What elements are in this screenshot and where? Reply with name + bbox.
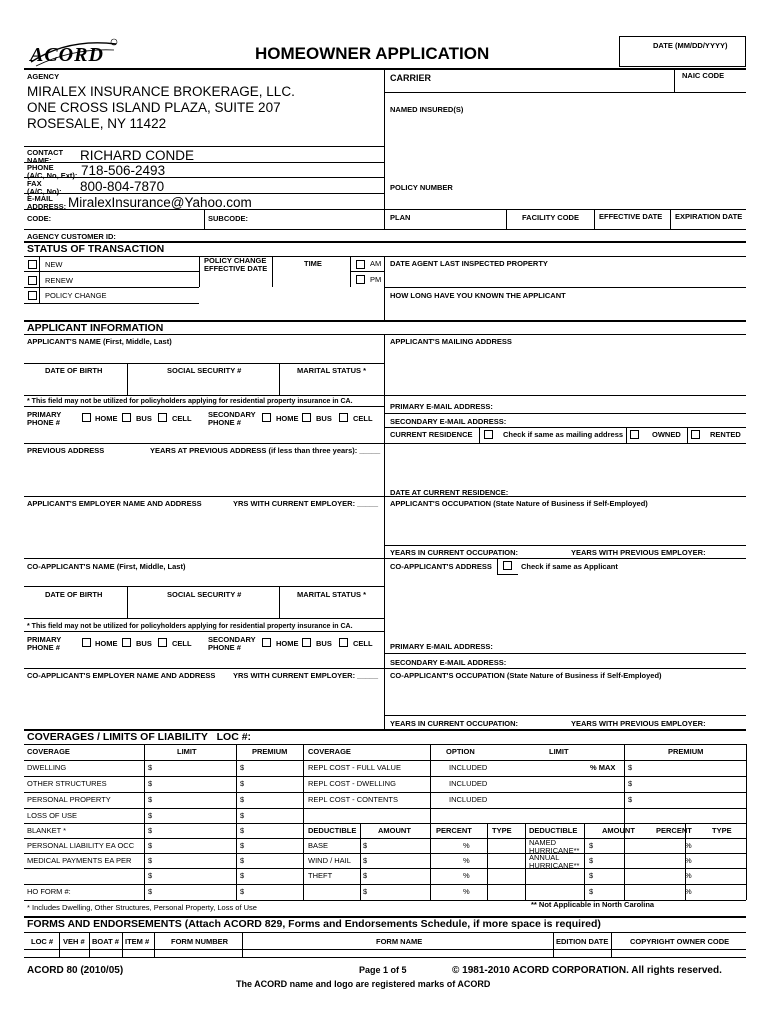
primary-bus-checkbox[interactable] bbox=[122, 413, 131, 422]
hurricane-percent: % bbox=[685, 887, 692, 896]
coapplicant-secondary-email-label: SECONDARY E-MAIL ADDRESS: bbox=[390, 658, 507, 667]
expiration-date-label: EXPIRATION DATE bbox=[675, 212, 743, 221]
years-previous-employer-label: YEARS WITH PREVIOUS EMPLOYER: bbox=[571, 548, 706, 557]
marital-status-label: MARITAL STATUS * bbox=[297, 366, 367, 375]
secondary-bus-checkbox[interactable] bbox=[302, 413, 311, 422]
coapplicant-marital-label: MARITAL STATUS * bbox=[297, 590, 367, 599]
deductible-percent: % bbox=[463, 841, 470, 850]
new-label: NEW bbox=[45, 260, 63, 269]
premium-dollar: $ bbox=[240, 795, 245, 804]
limit-dollar: $ bbox=[148, 887, 153, 896]
coapplicant-same-label: Check if same as Applicant bbox=[521, 562, 618, 571]
date-label: DATE (MM/DD/YYYY) bbox=[653, 41, 728, 50]
hurricane-amount-dollar: $ bbox=[589, 871, 594, 880]
premium-dollar: $ bbox=[240, 811, 245, 820]
ho-form-label: HO FORM #: bbox=[27, 887, 71, 896]
contact-name: RICHARD CONDE bbox=[80, 148, 195, 163]
applicant-mailing-label: APPLICANT'S MAILING ADDRESS bbox=[390, 337, 512, 346]
previous-address-label: PREVIOUS ADDRESS bbox=[27, 446, 105, 455]
primary-cell-checkbox[interactable] bbox=[158, 413, 167, 422]
coverage-row-label: PERSONAL PROPERTY bbox=[27, 795, 111, 804]
known-applicant-label: HOW LONG HAVE YOU KNOWN THE APPLICANT bbox=[390, 291, 566, 300]
named-insured-label: NAMED INSURED(S) bbox=[390, 105, 464, 114]
type-header: TYPE bbox=[492, 826, 512, 835]
right-limit-header: LIMIT bbox=[549, 747, 569, 756]
deductible-amount-dollar: $ bbox=[363, 841, 368, 850]
deductible-row-label: BASE bbox=[308, 841, 329, 850]
forms-section-title: FORMS AND ENDORSEMENTS (Attach ACORD 829, Forms and Endorsements Schedule, if more space is required) bbox=[27, 918, 601, 930]
policy-change-checkbox[interactable] bbox=[28, 291, 37, 300]
option-value: INCLUDED bbox=[449, 779, 488, 788]
right-premium-dollar: $ bbox=[628, 795, 633, 804]
coapplicant-secondary-cell-label: CELL bbox=[353, 639, 373, 648]
phone-label: PHONE (A/C, No, Ext): bbox=[27, 163, 78, 180]
coverages-footnote-1: * Includes Dwelling, Other Structures, Personal Property, Loss of Use bbox=[27, 903, 257, 912]
coapplicant-primary-bus-label: BUS bbox=[136, 639, 152, 648]
primary-home-label: HOME bbox=[95, 414, 118, 423]
coapplicant-secondary-phone-label: SECONDARY PHONE # bbox=[208, 635, 256, 652]
agency-address-2: ROSESALE, NY 11422 bbox=[27, 116, 167, 131]
hurricane-amount-dollar: $ bbox=[589, 856, 594, 865]
primary-email-label: PRIMARY E-MAIL ADDRESS: bbox=[390, 402, 493, 411]
limit-dollar: $ bbox=[148, 779, 153, 788]
applicant-name-label: APPLICANT'S NAME (First, Middle, Last) bbox=[27, 337, 172, 346]
primary-phone-label: PRIMARY PHONE # bbox=[27, 410, 62, 427]
right-premium-header: PREMIUM bbox=[668, 747, 704, 756]
option-header: OPTION bbox=[446, 747, 475, 756]
deductible-amount-dollar: $ bbox=[363, 871, 368, 880]
coverage-row-label: MEDICAL PAYMENTS EA PER bbox=[27, 856, 132, 865]
right-deductible-header: DEDUCTIBLE bbox=[529, 826, 578, 835]
code-label: CODE: bbox=[27, 214, 52, 223]
agency-customer-id-label: AGENCY CUSTOMER ID: bbox=[27, 232, 116, 241]
secondary-phone-label: SECONDARY PHONE # bbox=[208, 410, 256, 427]
coapplicant-ssn-label: SOCIAL SECURITY # bbox=[167, 590, 242, 599]
same-as-mailing-checkbox[interactable] bbox=[484, 430, 493, 439]
coapplicant-secondary-home-label: HOME bbox=[276, 639, 299, 648]
coapplicant-years-occ-label: YEARS IN CURRENT OCCUPATION: bbox=[390, 719, 519, 728]
hurricane-amount-dollar: $ bbox=[589, 887, 594, 896]
secondary-home-checkbox[interactable] bbox=[262, 413, 271, 422]
hurricane-percent: % bbox=[685, 841, 692, 850]
forms-copyright-owner-header: COPYRIGHT OWNER CODE bbox=[630, 937, 730, 946]
date-current-residence-label: DATE AT CURRENT RESIDENCE: bbox=[390, 488, 509, 497]
premium-dollar: $ bbox=[240, 871, 245, 880]
annual-hurricane-label: ANNUAL HURRICANE** bbox=[529, 853, 580, 870]
form-title: HOMEOWNER APPLICATION bbox=[255, 44, 490, 63]
naic-code-label: NAIC CODE bbox=[682, 71, 725, 80]
right-coverage-header: COVERAGE bbox=[308, 747, 351, 756]
years-previous-address-label: YEARS AT PREVIOUS ADDRESS (if less than three years): _____ bbox=[150, 446, 381, 455]
employer-label: APPLICANT'S EMPLOYER NAME AND ADDRESS bbox=[27, 499, 202, 508]
plan-label: PLAN bbox=[390, 213, 411, 222]
agency-name: MIRALEX INSURANCE BROKERAGE, LLC. bbox=[27, 84, 295, 99]
dob-label: DATE OF BIRTH bbox=[45, 366, 103, 375]
coapplicant-occupation-label: CO-APPLICANT'S OCCUPATION (State Nature of Business if Self-Employed) bbox=[390, 671, 662, 680]
forms-edition-header: EDITION DATE bbox=[556, 937, 609, 946]
coverages-footnote-2: ** Not Applicable in North Carolina bbox=[531, 900, 655, 909]
coverage-row-label: PERSONAL LIABILITY EA OCC bbox=[27, 841, 135, 850]
ssn-label: SOCIAL SECURITY # bbox=[167, 366, 242, 375]
agency-email: MiralexInsurance@Yahoo.com bbox=[68, 195, 252, 210]
coapplicant-years-prev-emp-label: YEARS WITH PREVIOUS EMPLOYER: bbox=[571, 719, 706, 728]
option-value: INCLUDED bbox=[449, 763, 488, 772]
agency-phone: 718-506-2493 bbox=[81, 163, 166, 178]
amount-header: AMOUNT bbox=[378, 826, 411, 835]
policy-change-label: POLICY CHANGE bbox=[45, 291, 107, 300]
secondary-email-label: SECONDARY E-MAIL ADDRESS: bbox=[390, 417, 507, 426]
premium-dollar: $ bbox=[240, 763, 245, 772]
years-in-occupation-label: YEARS IN CURRENT OCCUPATION: bbox=[390, 548, 519, 557]
named-hurricane-label: NAMED HURRICANE** bbox=[529, 838, 580, 855]
rented-label: RENTED bbox=[710, 430, 741, 439]
deductible-percent: % bbox=[463, 856, 470, 865]
option-value: INCLUDED bbox=[449, 795, 488, 804]
premium-dollar: $ bbox=[240, 887, 245, 896]
right-type-header: TYPE bbox=[712, 826, 732, 835]
coverage-row-label: BLANKET * bbox=[27, 826, 67, 835]
secondary-home-label: HOME bbox=[276, 414, 299, 423]
primary-bus-label: BUS bbox=[136, 414, 152, 423]
right-amount-header: AMOUNT bbox=[602, 826, 635, 835]
forms-boat-header: BOAT # bbox=[92, 937, 119, 946]
yrs-current-employer-label: YRS WITH CURRENT EMPLOYER: _____ bbox=[233, 499, 379, 508]
deductible-header: DEDUCTIBLE bbox=[308, 826, 357, 835]
agency-label: AGENCY bbox=[27, 72, 60, 81]
right-percent-header: PERCENT bbox=[656, 826, 692, 835]
deductible-percent: % bbox=[463, 871, 470, 880]
limit-dollar: $ bbox=[148, 841, 153, 850]
coapplicant-secondary-cell-checkbox[interactable] bbox=[339, 638, 348, 647]
limit-header: LIMIT bbox=[177, 747, 197, 756]
agency-address-1: ONE CROSS ISLAND PLAZA, SUITE 207 bbox=[27, 100, 281, 115]
email-label: E-MAIL ADDRESS: bbox=[27, 194, 67, 211]
premium-dollar: $ bbox=[240, 856, 245, 865]
limit-dollar: $ bbox=[148, 811, 153, 820]
coapplicant-yrs-employer-label: YRS WITH CURRENT EMPLOYER: _____ bbox=[233, 671, 379, 680]
hurricane-amount-dollar: $ bbox=[589, 841, 594, 850]
limit-dollar: $ bbox=[148, 763, 153, 772]
right-premium-dollar: $ bbox=[628, 779, 633, 788]
premium-dollar: $ bbox=[240, 826, 245, 835]
coapplicant-primary-home-checkbox[interactable] bbox=[82, 638, 91, 647]
right-premium-dollar: $ bbox=[628, 763, 633, 772]
coapplicant-name-label: CO-APPLICANT'S NAME (First, Middle, Last) bbox=[27, 562, 186, 571]
premium-dollar: $ bbox=[240, 779, 245, 788]
same-as-mailing-label: Check if same as mailing address bbox=[503, 430, 624, 439]
premium-header: PREMIUM bbox=[252, 747, 288, 756]
deductible-percent: % bbox=[463, 887, 470, 896]
forms-veh-header: VEH # bbox=[63, 937, 85, 946]
acord-logo-text: ACORD bbox=[30, 44, 104, 66]
coverages-section-title: COVERAGES / LIMITS OF LIABILITY LOC #: bbox=[27, 731, 252, 743]
pm-label: PM bbox=[370, 275, 382, 284]
hurricane-percent: % bbox=[685, 856, 692, 865]
coverage-row-label: DWELLING bbox=[27, 763, 67, 772]
owned-label: OWNED bbox=[652, 430, 681, 439]
coapplicant-primary-phone-label: PRIMARY PHONE # bbox=[27, 635, 62, 652]
am-checkbox[interactable] bbox=[356, 260, 365, 269]
deductible-amount-dollar: $ bbox=[363, 856, 368, 865]
form-id: ACORD 80 (2010/05) bbox=[27, 965, 124, 976]
time-label: TIME bbox=[304, 259, 322, 268]
subcode-label: SUBCODE: bbox=[208, 214, 249, 223]
deductible-amount-dollar: $ bbox=[363, 887, 368, 896]
repl-cost-label: REPL COST - FULL VALUE bbox=[308, 763, 401, 772]
occupation-label: APPLICANT'S OCCUPATION (State Nature of Business if Self-Employed) bbox=[390, 499, 648, 508]
hurricane-percent: % bbox=[685, 871, 692, 880]
repl-cost-label: REPL COST - DWELLING bbox=[308, 779, 396, 788]
percent-header: PERCENT bbox=[436, 826, 472, 835]
renew-checkbox[interactable] bbox=[28, 276, 37, 285]
page-number: Page 1 of 5 bbox=[359, 965, 407, 975]
limit-dollar: $ bbox=[148, 826, 153, 835]
current-residence-label: CURRENT RESIDENCE bbox=[390, 430, 473, 439]
coapplicant-secondary-bus-checkbox[interactable] bbox=[302, 638, 311, 647]
status-section-title: STATUS OF TRANSACTION bbox=[27, 243, 165, 255]
forms-form-number-header: FORM NUMBER bbox=[171, 937, 229, 946]
coapplicant-dob-label: DATE OF BIRTH bbox=[45, 590, 103, 599]
primary-home-checkbox[interactable] bbox=[82, 413, 91, 422]
coapplicant-employer-label: CO-APPLICANT'S EMPLOYER NAME AND ADDRESS bbox=[27, 671, 216, 680]
coapplicant-secondary-bus-label: BUS bbox=[316, 639, 332, 648]
premium-dollar: $ bbox=[240, 841, 245, 850]
secondary-cell-checkbox[interactable] bbox=[339, 413, 348, 422]
policy-change-effective-label: POLICY CHANGE EFFECTIVE DATE bbox=[204, 256, 268, 273]
repl-cost-label: REPL COST - CONTENTS bbox=[308, 795, 399, 804]
am-label: AM bbox=[370, 259, 382, 268]
policy-number-label: POLICY NUMBER bbox=[390, 183, 453, 192]
deductible-row-label: THEFT bbox=[308, 871, 333, 880]
owned-checkbox[interactable] bbox=[630, 430, 639, 439]
coapplicant-primary-cell-checkbox[interactable] bbox=[158, 638, 167, 647]
coapplicant-primary-email-label: PRIMARY E-MAIL ADDRESS: bbox=[390, 642, 493, 651]
last-inspected-label: DATE AGENT LAST INSPECTED PROPERTY bbox=[390, 259, 548, 268]
coapplicant-primary-cell-label: CELL bbox=[172, 639, 192, 648]
coapplicant-secondary-home-checkbox[interactable] bbox=[262, 638, 271, 647]
coapplicant-primary-home-label: HOME bbox=[95, 639, 118, 648]
copyright-notice: © 1981-2010 ACORD CORPORATION. All rights reserved. bbox=[452, 965, 722, 976]
agency-fax: 800-804-7870 bbox=[80, 179, 165, 194]
coapplicant-primary-bus-checkbox[interactable] bbox=[122, 638, 131, 647]
coapplicant-address-label: CO-APPLICANT'S ADDRESS bbox=[390, 562, 492, 571]
coverage-header: COVERAGE bbox=[27, 747, 70, 756]
trademark-notice: The ACORD name and logo are registered marks of ACORD bbox=[236, 979, 491, 989]
new-checkbox[interactable] bbox=[28, 260, 37, 269]
coapplicant-ca-note: * This field may not be utilized for policyholders applying for residential property insurance in CA. bbox=[27, 623, 353, 630]
pm-checkbox[interactable] bbox=[356, 275, 365, 284]
forms-item-header: ITEM # bbox=[125, 937, 150, 946]
forms-loc-header: LOC # bbox=[31, 937, 54, 946]
coapplicant-same-checkbox[interactable] bbox=[503, 561, 512, 570]
secondary-cell-label: CELL bbox=[353, 414, 373, 423]
effective-date-label: EFFECTIVE DATE bbox=[599, 212, 663, 221]
limit-dollar: $ bbox=[148, 871, 153, 880]
primary-cell-label: CELL bbox=[172, 414, 192, 423]
contact-name-label: CONTACT NAME: bbox=[27, 148, 64, 165]
forms-form-name-header: FORM NAME bbox=[376, 937, 423, 946]
max-percent-label: % MAX bbox=[590, 763, 616, 772]
secondary-bus-label: BUS bbox=[316, 414, 332, 423]
rented-checkbox[interactable] bbox=[691, 430, 700, 439]
fax-label: FAX (A/C, No): bbox=[27, 179, 62, 196]
applicant-section-title: APPLICANT INFORMATION bbox=[27, 322, 164, 334]
deductible-row-label: WIND / HAIL bbox=[308, 856, 351, 865]
carrier-label: CARRIER bbox=[390, 73, 432, 83]
limit-dollar: $ bbox=[148, 856, 153, 865]
limit-dollar: $ bbox=[148, 795, 153, 804]
coverage-row-label: LOSS OF USE bbox=[27, 811, 78, 820]
coverage-row-label: OTHER STRUCTURES bbox=[27, 779, 107, 788]
ca-note: * This field may not be utilized for policyholders applying for residential property insurance in CA. bbox=[27, 398, 353, 405]
facility-code-label: FACILITY CODE bbox=[522, 213, 579, 222]
renew-label: RENEW bbox=[45, 276, 73, 285]
